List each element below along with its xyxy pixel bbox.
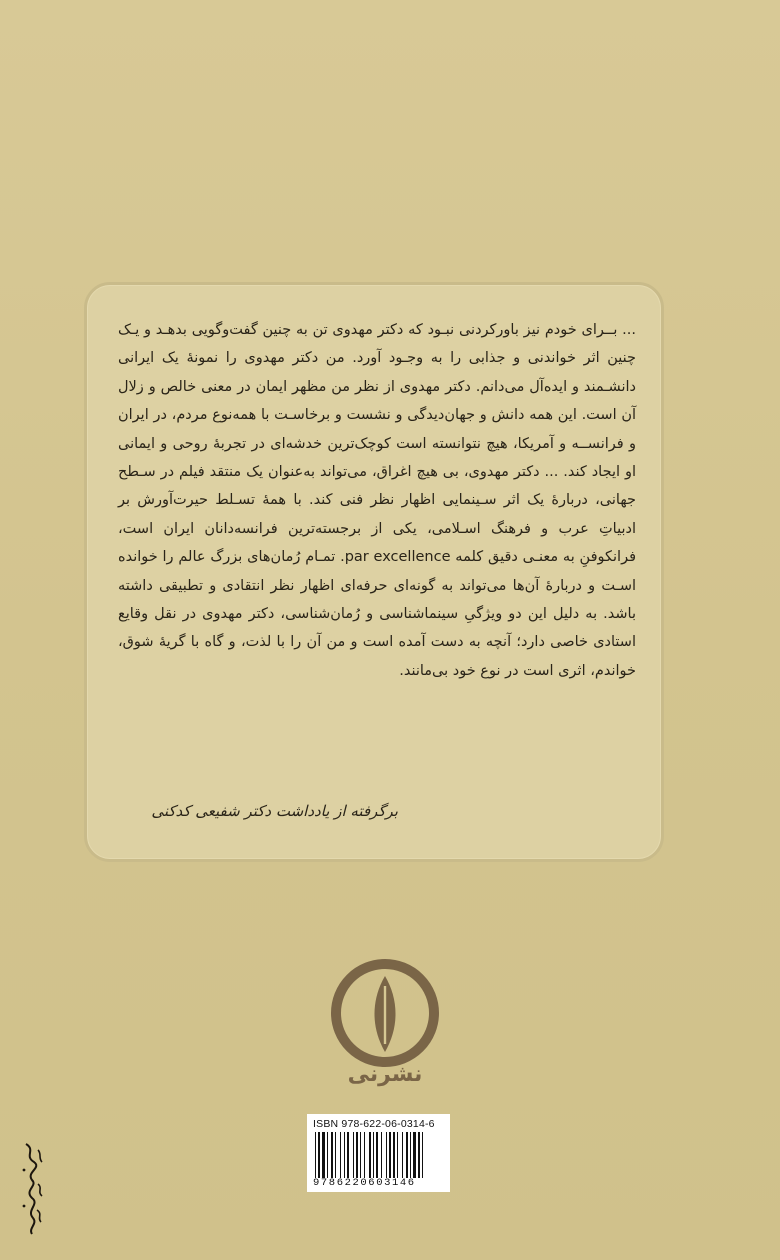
barcode-digits: 9786220603146	[313, 1177, 416, 1189]
quote-attribution: برگرفته از یادداشت دکتر شفیعی کدکنی	[151, 802, 398, 820]
quote-text-block	[118, 316, 636, 685]
reed-nib-circle-icon	[330, 958, 440, 1068]
cover-designer-signature	[18, 1140, 48, 1236]
isbn-label: ISBN 978-622-06-0314-6	[313, 1118, 435, 1130]
quote-body: ... بــرای خودم نیز باورکردنی نبـود که دکتر مهدوی تن به چنین گفت‌وگویی بدهـد و یـک چنین اثر خواندنی و جذابی را به وجـود آورد. من دکتر مهدوی را نمونهٔ یک ایرانی دانشـمند و ایده‌آل می‌دانم. دکتر مهدوی از نظر من مظهر ایمان در معنی خالص و زلال آن است. این همه دانش و جهان‌دیدگی و نشست و برخاسـت با همه‌نوع مردم، در ایران و فرانســه و آمریکا، هیچ نتوانسته است کوچک‌ترین خدشه‌ای در تجربهٔ روحی و ایمانی او ایجاد کند. ... دکتر مهدوی، بی هیچ اغراق، می‌تواند به‌عنوان یک منتقد فیلم در سـطح جهانی، دربارهٔ یک اثر سـینمایی اظهار نظر فنی کند. با همهٔ تسـلط حیرت‌آورش بر ادبیاتِ عرب و فرهنگ اسـلامی، یکی از برجسته‌ترین فرانسه‌دانان ایران است، فرانکوفنِ به معنـی دقیق کلمه par excellence. تمـام رُمان‌های بزرگ عالم را خوانده اسـت و دربارهٔ آن‌ها می‌تواند به گونه‌ای حرفه‌ای اظهار نظر انتقادی و تطبیقی داشته باشد. به دلیل این دو ویژگیِ سینماشناسی و رُمان‌شناسی، دکتر مهدوی در نقل وقایع استادی خاصی دارد؛ آنچه به دست آمده است و من آن را با لذت، و گاه با گریهٔ شوق، خواندم، اثری است در نوع خود بی‌مانند.	[118, 322, 636, 679]
publisher-name: نشرنی	[347, 1062, 423, 1087]
isbn-barcode	[307, 1114, 450, 1192]
barcode-bars	[313, 1132, 444, 1178]
